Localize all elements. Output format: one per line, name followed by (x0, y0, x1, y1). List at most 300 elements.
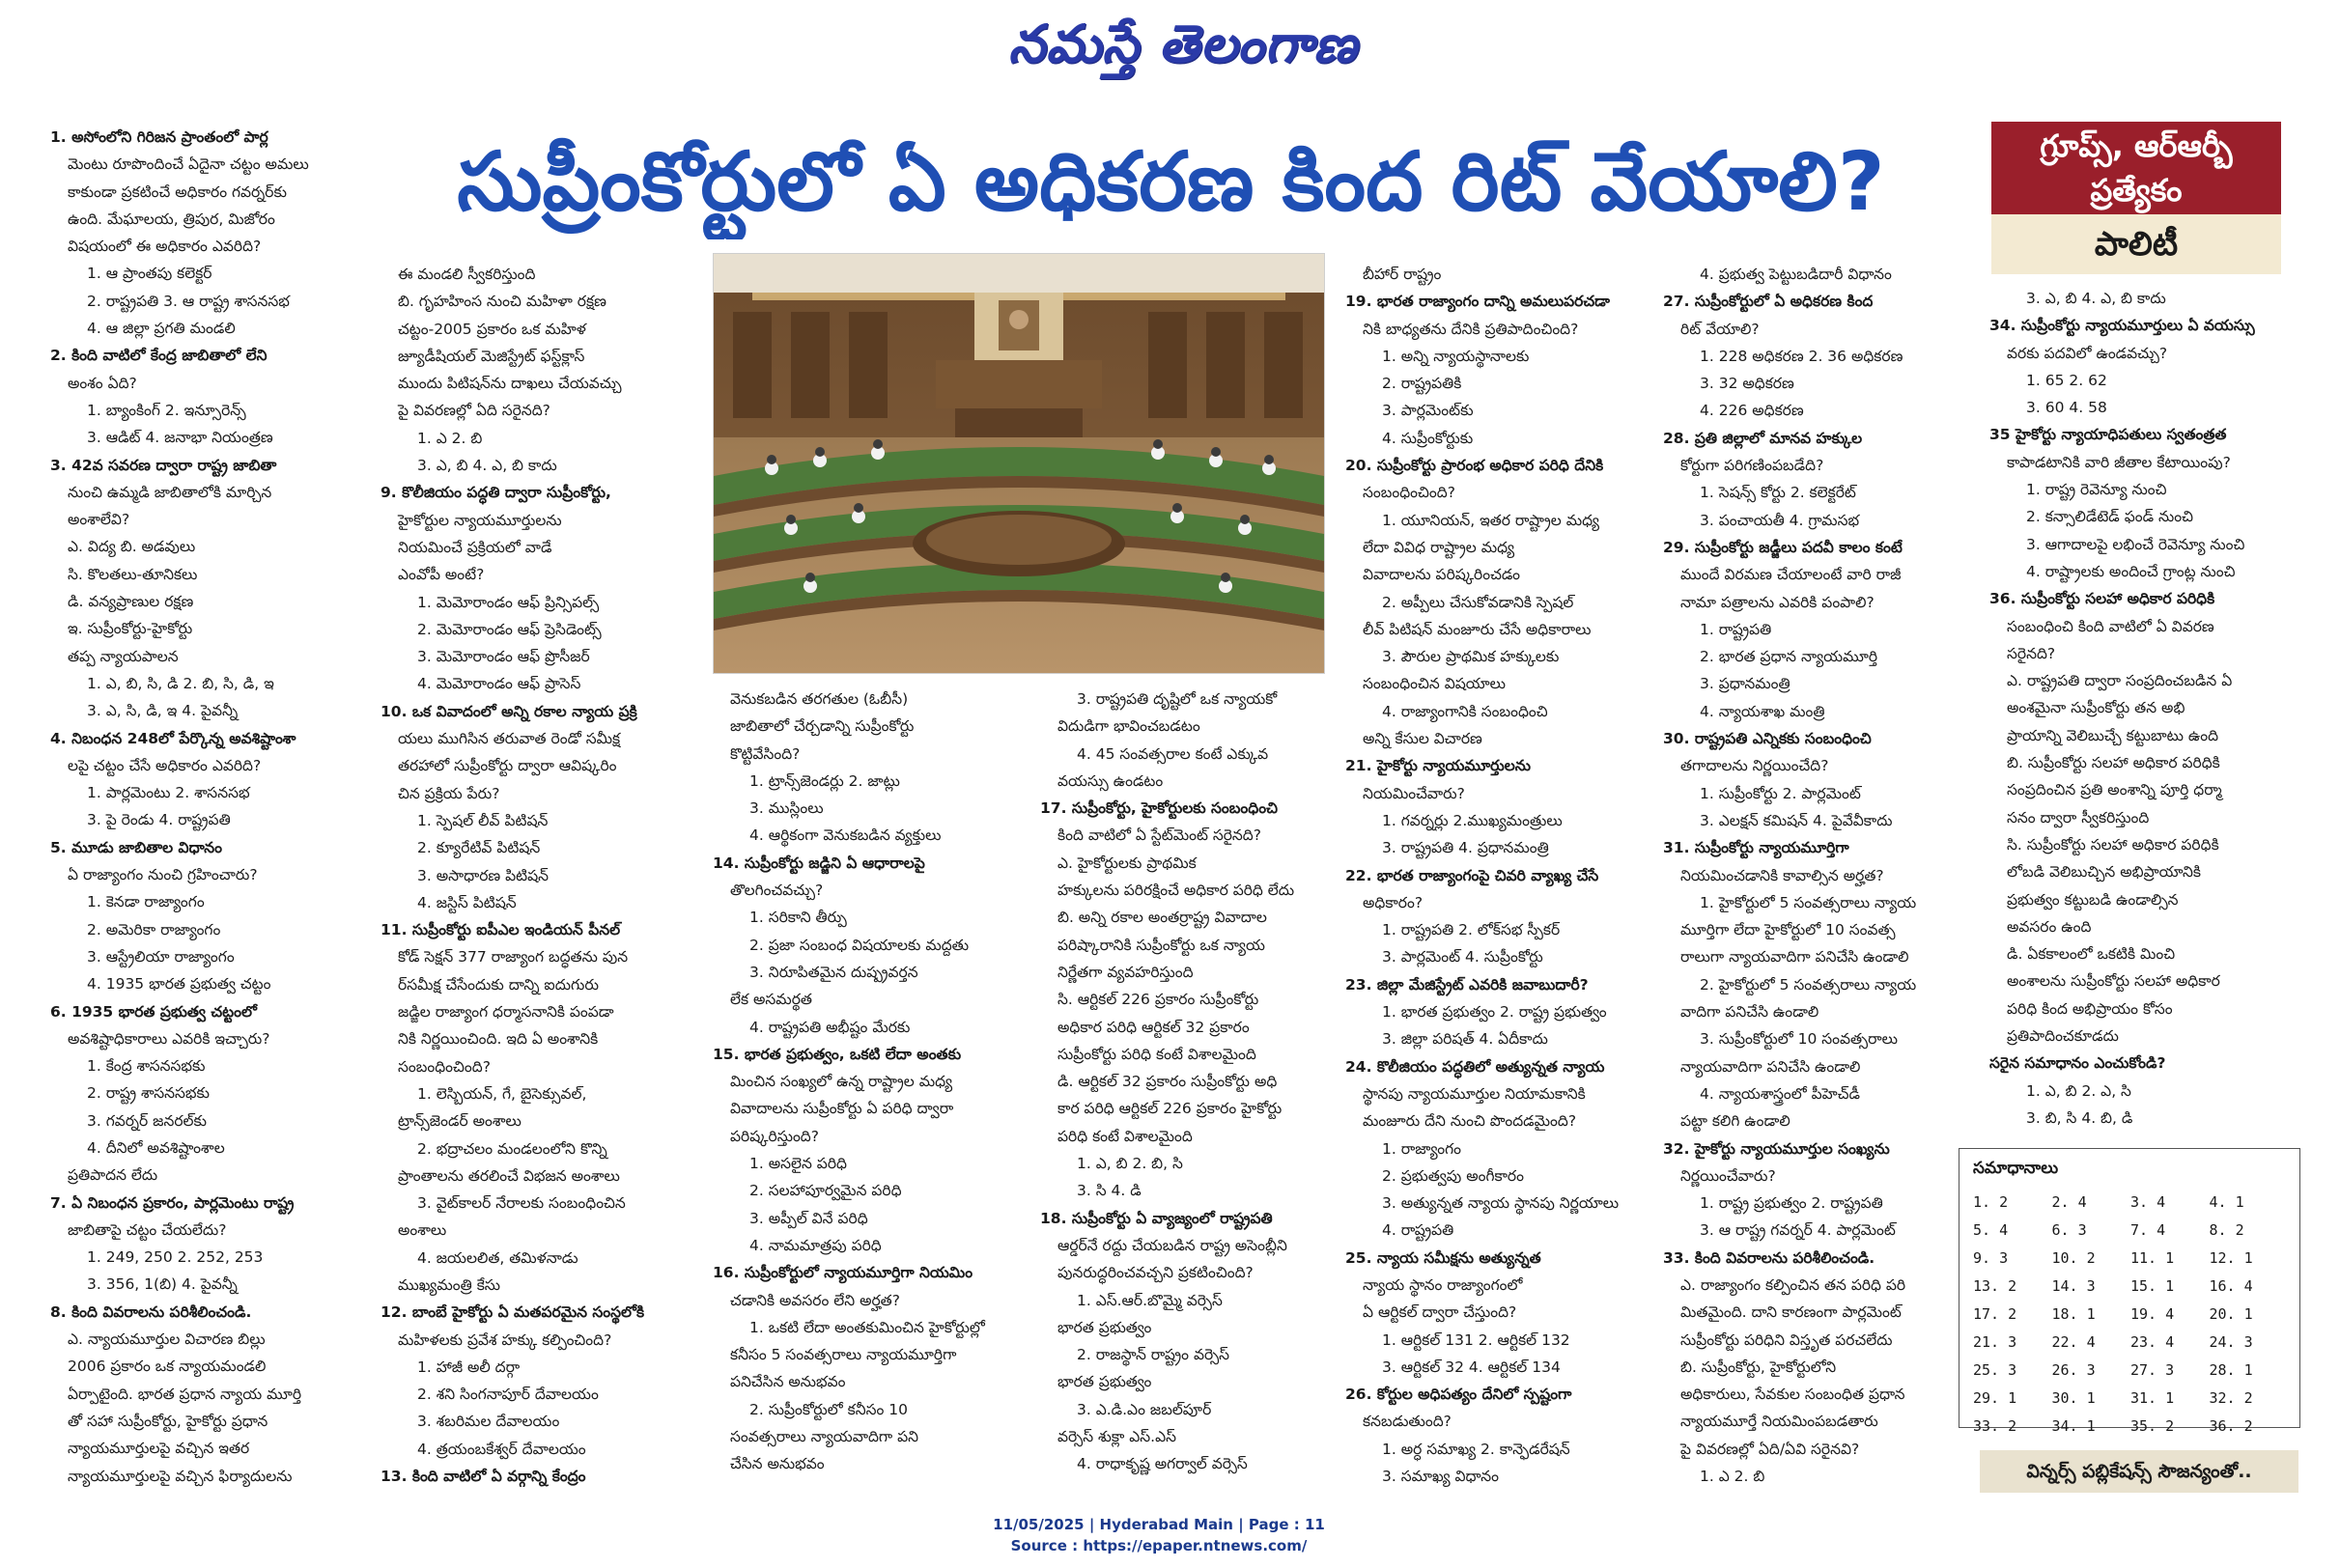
answer-item: 12. 1 (2209, 1249, 2253, 1267)
question-line: ట్రాన్స్‌జెండర్ అంశాలు (398, 1112, 522, 1131)
question-line: ముందు పిటిషన్‌ను దాఖలు చేయవచ్చు (398, 375, 622, 393)
question-line: విదుడిగా భావించబడటం (1057, 717, 1200, 736)
question-line: 4. రాష్ట్రపతి అభీష్టం మేరకు (749, 1018, 911, 1036)
question-line: చిన ప్రక్రియ పేరు? (398, 784, 500, 802)
question-line: 2. హైకోర్టులో 5 సంవత్సరాలు న్యాయ (1700, 975, 1917, 994)
answer-item: 16. 4 (2209, 1277, 2253, 1295)
question-line: 1. యూనియన్, ఇతర రాష్ట్రాల మధ్య (1382, 511, 1600, 529)
question-line: లపై చట్టం చేసే అధికారం ఎవరిది? (68, 756, 262, 774)
question-line: 3. ఎ, బి 4. ఎ, బి కాదు (2026, 290, 2166, 307)
question-line: తో సహా సుప్రీంకోర్టు, హైకోర్టు ప్రధాన (68, 1412, 268, 1430)
question-text: 30. రాష్ట్రపతి ఎన్నికకు సంబంధించి (1663, 730, 1872, 748)
question-line: ఎ. న్యాయమూర్తుల విచారణ బిల్లు (68, 1330, 266, 1349)
question-line: నియమించే ప్రక్రియలో వాడే (398, 538, 552, 556)
question-text: 21. హైకోర్టు న్యాయమూర్తులను (1345, 757, 1531, 775)
question-line: అధికార పరిధి ఆర్టికల్ 32 ప్రకారం (1057, 1018, 1250, 1036)
question-line: వివాదాలను పరిష్కరించడం (1363, 566, 1520, 584)
question-line: న్యాయవాదిగా పనిచేసి ఉండాలి (1680, 1057, 1861, 1076)
question-line: 3. నిరూపితమైన దుష్ప్రవర్తన (749, 963, 918, 981)
answer-item: 27. 3 (2130, 1361, 2175, 1379)
question-text: 9. కొలీజియం పద్ధతి ద్వారా సుప్రీంకోర్టు, (381, 484, 611, 502)
question-line: ముందే విరమణ చేయాలంటే వారి రాజీ (1680, 566, 1902, 584)
question-line: జడ్జిల రాజ్యాంగ ధర్మాసనానికి పంపడా (398, 1003, 614, 1022)
question-line: 1. రాష్ట్ర రెవెన్యూ నుంచి (2026, 481, 2167, 499)
question-line: అంశాలను సుప్రీంకోర్టు సలహా అధికార (2007, 972, 2220, 991)
question-line: సుప్రీంకోర్టు పరిధిని విస్తృత పరచలేదు (1680, 1330, 1893, 1349)
question-text: 8. కింది వివరాలను పరిశీలించండి. (50, 1302, 252, 1321)
question-text: 13. కింది వాటిలో ఏ వర్గాన్ని కేంద్రం (381, 1468, 586, 1486)
question-text: 18. సుప్రీంకోర్టు ఏ వ్యాజ్యంలో రాష్ట్రపతి (1040, 1209, 1273, 1227)
question-line: సుప్రీంకోర్టు పరిధి కంటే విశాలమైంది (1057, 1045, 1256, 1063)
answer-item: 10. 2 (2051, 1249, 2096, 1267)
question-line: ఉంది. మేఘాలయ, త్రిపుర, మిజోరం (68, 210, 275, 228)
question-line: నికి బాధ్యతను దేనికి ప్రతిపాదించింది? (1363, 320, 1579, 338)
question-line: ప్రతిపాదన లేదు (68, 1166, 158, 1185)
question-line: నియమించడానికి కావాల్సిన అర్హత? (1680, 866, 1884, 884)
answer-item: 32. 2 (2209, 1389, 2253, 1407)
page-headline: సుప్రీంకోర్టులో ఏ అధికరణ కింద రిట్ వేయాలి? (457, 134, 1885, 229)
answer-item: 33. 2 (1973, 1417, 2017, 1435)
question-line: మూర్తిగా లేదా హైకోర్టులో 10 సంవత్స (1680, 921, 1896, 939)
special-banner (1991, 122, 2281, 214)
question-line: అధికారం? (1363, 893, 1424, 911)
question-line: వరకు పదవిలో ఉండవచ్చు? (2007, 344, 2168, 362)
answer-item: 19. 4 (2130, 1305, 2175, 1323)
question-line: ఆర్డర్‌నే రద్దు చేయబడిన రాష్ట్ర అసెంబ్లీని (1057, 1236, 1287, 1254)
question-line: అంశం ఏది? (68, 374, 137, 392)
question-line: 3. ముస్లింలు (749, 799, 824, 818)
question-line: 1. రాష్ట్రపతి (1700, 620, 1772, 638)
question-line: 3. ఎలక్షన్ కమిషన్ 4. పైవేవీకాదు (1700, 811, 1893, 829)
question-line: భారత ప్రభుత్వం (1057, 1318, 1152, 1336)
question-line: 2. ప్రజా సంబంధ విషయాలకు మద్దతు (749, 936, 970, 954)
question-line: సంబంధించింది? (1363, 484, 1455, 502)
question-line: విషయంలో ఈ అధికారం ఎవరిది? (68, 238, 262, 256)
answer-item: 35. 2 (2130, 1417, 2175, 1435)
question-line: 3. పార్లమెంట్ 4. సుప్రీంకోర్టు (1382, 948, 1543, 966)
question-line: న్యాయమూర్తులపై వచ్చిన ఇతర (68, 1440, 250, 1458)
question-line: 2. రాష్ట్రపతి 3. ఆ రాష్ట్ర శాసనసభ (87, 292, 290, 310)
question-line: చేసిన అనుభవం (730, 1455, 825, 1473)
answer-item: 5. 4 (1973, 1221, 2009, 1239)
question-line: పనిచేసిన అనుభవం (730, 1373, 846, 1391)
question-line: అంశాలు (398, 1221, 447, 1240)
question-line: ప్రతిపాదించకూడదు (2007, 1027, 2119, 1046)
question-line: కార పరిధి ఆర్టికల్ 226 ప్రకారం హైకోర్టు (1057, 1100, 1283, 1118)
question-text: 29. సుప్రీంకోర్టు జడ్జీలు పదవీ కాలం కంటే (1663, 538, 1903, 556)
question-line: కనీసం 5 సంవత్సరాలు న్యాయమూర్తిగా (730, 1346, 957, 1364)
question-line: 3. వైట్‌కాలర్ నేరాలకు సంబంధించిన (417, 1194, 626, 1213)
question-line: 1. 249, 250 2. 252, 253 (87, 1248, 264, 1267)
question-text: 19. భారత రాజ్యాంగం దాన్ని అమలుపరచడా (1345, 293, 1610, 311)
question-line: 4. 45 సంవత్సరాల కంటే ఎక్కువ (1077, 744, 1269, 763)
question-line: పట్టా కలిగి ఉండాలి (1680, 1112, 1790, 1131)
question-line: 1. గవర్నర్లు 2.ముఖ్యమంత్రులు (1382, 811, 1563, 829)
question-line: హక్కులను పరిరక్షించే అధికార పరిధి లేదు (1057, 882, 1295, 900)
question-line: 3. అప్పీల్ వినే పరిధి (749, 1209, 868, 1227)
question-line: 4. న్యాయశాఖ మంత్రి (1700, 702, 1825, 720)
question-text: 26. కోర్టుల అధిపత్యం దేనిలో స్పష్టంగా (1345, 1386, 1572, 1404)
question-line: ఎంవోపీ అంటే? (398, 566, 485, 584)
question-line: కనబడుతుంది? (1363, 1413, 1452, 1431)
question-line: 1. హాజీ అలీ దర్గా (417, 1358, 521, 1376)
question-line: నియమించేవారు? (1363, 784, 1465, 802)
question-text: 4. నిబంధన 248లో పేర్కొన్న అవశిష్టాంశా (50, 729, 296, 747)
question-line: 1. ఎస్.ఆర్.బొమ్మై వర్సెస్ (1077, 1291, 1223, 1309)
question-line: 1. పార్లమెంటు 2. శాసనసభ (87, 784, 250, 802)
question-line: 2. అప్పీలు చేసుకోవడానికి స్పెషల్ (1382, 593, 1574, 611)
answer-item: 36. 2 (2209, 1417, 2253, 1435)
question-line: ముఖ్యమంత్రి కేసు (398, 1275, 501, 1294)
answer-key-grid (1973, 1193, 2288, 1445)
question-text: 23. జిల్లా మేజిస్ట్రేట్ ఎవరికి జవాబుదారీ? (1345, 975, 1589, 994)
question-text: 3. 42వ సవరణ ద్వారా రాష్ట్ర జాబితా (50, 456, 277, 474)
question-line: చట్టం-2005 ప్రకారం ఒక మహిళ (398, 320, 586, 338)
question-line: 1. మెమోరాండం ఆఫ్ ప్రిన్సిపల్స్ (417, 593, 600, 611)
question-line: పరిధి కింద అభిప్రాయం కోసం (2007, 999, 2173, 1018)
question-line: 1. రాష్ట్రపతి 2. లోక్‌సభ స్పీకర్ (1382, 921, 1561, 939)
question-line: అంశమైనా సుప్రీంకోర్టు తన అభి (2007, 699, 2185, 717)
question-line: ప్రాంతాలను తరలించే విభజన అంశాలు (398, 1166, 620, 1185)
page-footer (869, 1514, 1449, 1556)
answer-item: 24. 3 (2209, 1333, 2253, 1351)
question-line: 3. 60 4. 58 (2026, 399, 2107, 417)
question-line: రిట్ వేయాలి? (1680, 320, 1760, 338)
question-line: 4. ఆర్థికంగా వెనుకబడిన వ్యక్తులు (749, 826, 942, 845)
question-line: 1. ఎ 2. బి (1700, 1468, 1765, 1486)
question-text: 22. భారత రాజ్యాంగంపై చివరి వ్యాఖ్య చేసే (1345, 866, 1599, 884)
question-text: 16. సుప్రీంకోర్టులో న్యాయమూర్తిగా నియమిం (713, 1264, 973, 1282)
question-line: తప్ప న్యాయపాలన (68, 647, 179, 665)
question-line: కింది వాటిలో ఏ స్టేట్‌మెంట్ సరైనది? (1057, 826, 1261, 845)
question-line: లీవ్ పిటిషన్ మంజూరు చేసే అధికారాలు (1363, 620, 1592, 638)
question-line: న్యాయమూర్తులపై వచ్చిన ఫిర్యాదులను (68, 1467, 293, 1485)
question-line: మెంటు రూపొందించే ఏదైనా చట్టం అమలు (68, 155, 309, 174)
question-line: వాదిగా పనిచేసి ఉండాలి (1680, 1003, 1819, 1022)
question-column-1 (50, 124, 359, 1487)
answer-item: 28. 1 (2209, 1361, 2253, 1379)
question-line: 2. శని సింగనాపూర్ దేవాలయం (417, 1386, 599, 1404)
question-text: 20. సుప్రీంకోర్టు ప్రారంభ అధికార పరిధి దేనికి (1345, 457, 1604, 475)
answer-item: 22. 4 (2051, 1333, 2096, 1351)
question-line: మితమైంది. దాని కారణంగా పార్లమెంట్ (1680, 1303, 1902, 1322)
answer-item: 15. 1 (2130, 1277, 2175, 1295)
question-line: 2. సుప్రీంకోర్టులో కనీసం 10 (749, 1400, 908, 1418)
answer-item: 13. 2 (1973, 1277, 2017, 1295)
answer-item: 31. 1 (2130, 1389, 2175, 1407)
question-line: మంజూరు దేని నుంచి పొందడమైంది? (1363, 1112, 1577, 1131)
question-line: 3. ఆడిట్ 4. జనాభా నియంత్రణ (87, 429, 273, 447)
answer-item: 8. 2 (2209, 1221, 2244, 1239)
question-text: 12. బాంబే హైకోర్టు ఏ మతపరమైన సంస్థలోకి (381, 1303, 645, 1322)
answer-item: 30. 1 (2051, 1389, 2096, 1407)
edition-info: 11/05/2025 | Hyderabad Main | Page : 11 (993, 1516, 1325, 1533)
question-line: 2. రాష్ట్రపతికి (1382, 375, 1462, 393)
question-line: రాలుగా న్యాయవాదిగా పనిచేసి ఉండాలి (1680, 948, 1909, 966)
question-line: 4. ఆ జిల్లా ప్రగతి మండలి (87, 320, 236, 338)
question-line: 3. 32 అధికరణ (1700, 375, 1794, 393)
question-line: 4. నామమాత్రపు పరిధి (749, 1236, 882, 1254)
question-line: సంబంధించింది? (398, 1057, 491, 1076)
question-line: జాబితాలో చేర్చడాన్ని సుప్రీంకోర్టు (730, 717, 915, 736)
question-text: 1. అసోంలోని గిరిజన ప్రాంతంలో పార్ల (50, 128, 268, 146)
question-line: 2. క్యూరేటివ్ పిటిషన్ (417, 839, 541, 857)
question-line: 1. సరికాని తీర్పు (749, 909, 847, 927)
question-line: 1. ఎ 2. బి (417, 429, 483, 447)
question-text: 27. సుప్రీంకోర్టులో ఏ అధికరణ కింద (1663, 293, 1874, 311)
question-line: 4. రాష్ట్రాలకు అందించే గ్రాంట్ల నుంచి (2026, 562, 2236, 580)
question-line: 3. బి, సి 4. బి, డి (2026, 1108, 2133, 1127)
question-line: న్యాయమూర్తే నియమింపబడతారు (1680, 1413, 1878, 1431)
question-line: సంప్రదించిన ప్రతి అంశాన్ని పూర్తి ధర్మా (2007, 781, 2222, 799)
question-column-2 (381, 261, 699, 1487)
question-line: 2. అమెరికా రాజ్యాంగం (87, 920, 221, 938)
question-line: కోడ్ సెక్షన్ 377 రాజ్యాంగ బద్ధతను పున (398, 948, 629, 966)
answer-item: 34. 1 (2051, 1417, 2096, 1435)
answer-item: 4. 1 (2209, 1193, 2244, 1211)
question-line: సరైనది? (2007, 644, 2056, 662)
question-line: హైకోర్టుల న్యాయమూర్తులను (398, 511, 562, 529)
question-line: 2. రాజస్థాన్ రాష్ట్రం వర్సెస్ (1077, 1346, 1230, 1364)
question-text: 31. సుప్రీంకోర్టు న్యాయమూర్తిగా (1663, 839, 1849, 857)
question-line: వెనుకబడిన తరగతుల (ఓబీసీ) (730, 690, 909, 708)
question-line: కోర్టుగా పరిగణింపబడేది? (1680, 457, 1824, 475)
question-line: వర్సెస్ శుక్లా ఎస్.ఎస్ (1057, 1428, 1176, 1446)
question-line: 1. అర్ధ సమాఖ్య 2. కాన్ఫెడరేషన్ (1382, 1440, 1570, 1458)
question-column-7 (1989, 285, 2300, 1134)
question-text: 11. సుప్రీంకోర్టు ఐపీఎల ఇండియన్ పీనల్ (381, 921, 621, 939)
question-line: 1. సెషన్స్ కోర్టు 2. కలెక్టరేట్ (1700, 484, 1856, 502)
question-line: న్యాయ స్థానం రాజ్యాంగంలో (1363, 1275, 1523, 1294)
question-line: 4. 1935 భారత ప్రభుత్వ చట్టం (87, 975, 271, 994)
question-line: సి. ఆర్టికల్ 226 ప్రకారం సుప్రీంకోర్టు (1057, 991, 1259, 1009)
question-line: 3. సి 4. డి (1077, 1182, 1142, 1200)
answer-item: 14. 3 (2051, 1277, 2096, 1295)
question-line: యలు ముగిసిన తరువాత రెండో సమీక్ష (398, 730, 621, 748)
question-line: 2. రాష్ట్ర శాసనసభకు (87, 1084, 210, 1103)
question-line: నుంచి ఉమ్మడి జాబితాలోకి మార్చిన (68, 483, 272, 501)
answer-item: 23. 4 (2130, 1333, 2175, 1351)
question-line: సి. సుప్రీంకోర్టు సలహా అధికార పరిధికి (2007, 835, 2219, 854)
question-text: 5. మూడు జాబితాల విధానం (50, 838, 222, 856)
answer-key-title: సమాధానాలు (1973, 1159, 2059, 1178)
question-line: 4. రాధాకృష్ణ అగర్వాల్ వర్సెస్ (1077, 1455, 1248, 1473)
question-line: 3. ప్రధానమంత్రి (1700, 675, 1790, 693)
question-text: 24. కొలీజియం పద్ధతిలో అత్యున్నత న్యాయ (1345, 1057, 1605, 1076)
question-line: పరిష్కారానికి సుప్రీంకోర్టు ఒక న్యాయ (1057, 936, 1265, 954)
answer-item: 6. 3 (2051, 1221, 2087, 1239)
question-line: ఏర్పాటైంది. భారత ప్రధాన న్యాయ మూర్తి (68, 1385, 302, 1403)
question-line: బి. అన్ని రకాల అంతర్రాష్ట్ర వివాదాల (1057, 909, 1267, 927)
question-line: 3. ఆర్టికల్ 32 4. ఆర్టికల్ 134 (1382, 1358, 1561, 1376)
question-line: 1. హైకోర్టులో 5 సంవత్సరాలు న్యాయ (1700, 893, 1917, 911)
question-line: 1. సుప్రీంకోర్టు 2. పార్లమెంట్ (1700, 784, 1861, 802)
question-line: 3. పై రెండు 4. రాష్ట్రపతి (87, 811, 231, 829)
question-line: తరహాలో సుప్రీంకోర్టు ద్వారా ఆవిష్కరిం (398, 757, 617, 775)
question-text: 25. న్యాయ సమీక్షను అత్యున్నత (1345, 1248, 1541, 1267)
question-line: 3. ఆస్ట్రేలియా రాజ్యాంగం (87, 947, 235, 966)
parliament-hall-photo (713, 253, 1325, 674)
question-line: 2. భారత ప్రధాన న్యాయమూర్తి (1700, 648, 1878, 666)
publisher-credit: విన్నర్స్ పబ్లికేషన్స్ సౌజన్యంతో.. (1980, 1450, 2298, 1493)
question-line: కాకుండా ప్రకటించే అధికారం గవర్నర్‌కు (68, 182, 287, 201)
question-line: డి. ఆర్టికల్ 32 ప్రకారం సుప్రీంకోర్టు అధి (1057, 1073, 1278, 1091)
question-line: 2. కన్సాలిడేటెడ్ ఫండ్ నుంచి (2026, 508, 2193, 526)
question-line: 4. రాజ్యాంగానికి సంబంధించి (1382, 702, 1548, 720)
question-line: బి. గృహహింస నుంచి మహిళా రక్షణ (398, 293, 606, 311)
question-line: 1. ఎ, బి 2. బి, సి (1077, 1155, 1183, 1173)
question-line: 2006 ప్రకారం ఒక న్యాయమండలి (68, 1358, 267, 1376)
question-text: 2. కింది వాటిలో కేంద్ర జాబితాలో లేని (50, 347, 268, 365)
question-line: 1. కెనడా రాజ్యాంగం (87, 893, 205, 911)
newspaper-masthead: నమస్తే తెలంగాణ (1008, 14, 1358, 74)
question-line: వివాదాలను సుప్రీంకోర్టు ఏ పరిధి ద్వారా (730, 1100, 954, 1118)
question-line: 1. అన్ని న్యాయస్థానాలకు (1382, 347, 1530, 365)
question-line: సి. కొలతలు-తూనికలు (68, 565, 198, 583)
question-line: సంబంధించి కింది వాటిలో ఏ వివరణ (2007, 617, 2214, 635)
banner-line-2: ప్రత్యేకం (2090, 172, 2183, 209)
question-line: ఇ. సుప్రీంకోర్టు-హైకోర్టు (68, 620, 193, 638)
question-text: 14. సుప్రీంకోర్టు జడ్జిని ఏ ఆధారాలపై (713, 854, 925, 872)
question-line: 1. 65 2. 62 (2026, 371, 2107, 389)
question-line: అంశాలేవి? (68, 511, 130, 529)
question-line: 1. ఆర్టికల్ 131 2. ఆర్టికల్ 132 (1382, 1330, 1570, 1349)
question-line: 3. సమాఖ్య విధానం (1382, 1468, 1499, 1486)
question-line: 3. ఎ.డి.ఎం జబల్‌పూర్ (1077, 1400, 1212, 1418)
question-line: బీహార్ రాష్ట్రం (1363, 266, 1442, 283)
question-line: 4. సుప్రీంకోర్టుకు (1382, 429, 1474, 447)
question-line: 4. న్యాయశాస్త్రంలో పీహెచ్‌డీ (1700, 1084, 1860, 1103)
question-line: 3. అత్యున్నత న్యాయ స్థానపు నిర్ణయాలు (1382, 1194, 1620, 1213)
question-line: 1. లెస్బియన్, గే, బైసెక్సువల్, (417, 1084, 587, 1103)
subject-label: పాలిటీ (1991, 214, 2281, 274)
question-line: 1. అసలైన పరిధి (749, 1155, 847, 1173)
question-text: 6. 1935 భారత ప్రభుత్వ చట్టంలో (50, 1002, 257, 1021)
question-line: సనం ద్వారా స్వీకరిస్తుంది (2007, 808, 2150, 826)
question-line: ఎ. రాష్ట్రపతి ద్వారా సంప్రదించబడిన ఏ (2007, 672, 2233, 690)
question-line: 3. సుప్రీంకోర్టులో 10 సంవత్సరాలు (1700, 1030, 1898, 1049)
question-line: 2. సలహాపూర్వమైన పరిధి (749, 1182, 902, 1200)
question-line: 3. పార్లమెంట్‌కు (1382, 402, 1474, 420)
question-line: అవసరం ఉంది (2007, 917, 2092, 936)
question-column-6 (1663, 261, 1972, 1487)
question-line: 4. దీనిలో అవశిష్టాంశాల (87, 1138, 225, 1157)
question-line: 4. 226 అధికరణ (1700, 402, 1804, 420)
question-line: 1. ఎ, బి, సి, డి 2. బి, సి, డి, ఇ (87, 674, 274, 692)
question-line: 3. పంచాయతీ 4. గ్రామసభ (1700, 511, 1860, 529)
answer-item: 20. 1 (2209, 1305, 2253, 1323)
question-line: 3. రాష్ట్రపతి దృష్టిలో ఒక న్యాయకో (1077, 690, 1278, 708)
question-text: 17. సుప్రీంకోర్టు, హైకోర్టులకు సంబంధించి (1040, 799, 1278, 818)
answer-item: 3. 4 (2130, 1193, 2166, 1211)
question-line: 3. ఆ రాష్ట్ర గవర్నర్ 4. పార్లమెంట్ (1700, 1221, 1896, 1240)
question-line: స్థానపు న్యాయమూర్తుల నియామకానికి (1363, 1084, 1586, 1103)
question-text: 7. ఏ నిబంధన ప్రకారం, పార్లమెంటు రాష్ట్ర (50, 1193, 295, 1212)
answer-key-box (1959, 1148, 2300, 1435)
question-line: ఏ రాజ్యాంగం నుంచి గ్రహించారు? (68, 866, 258, 884)
question-line: ఏ ఆర్టికల్ ద్వారా చేస్తుంది? (1363, 1303, 1517, 1322)
question-line: 2. భద్రాచలం మండలంలోని కొన్ని (417, 1139, 607, 1158)
answer-item: 2. 4 (2051, 1193, 2087, 1211)
question-line: మహిళలకు ప్రవేశ హక్కు కల్పించింది? (398, 1330, 612, 1349)
question-line: సంవత్సరాలు న్యాయవాదిగా పని (730, 1428, 919, 1446)
question-line: 3. శబరిమల దేవాలయం (417, 1413, 560, 1431)
question-line: 4. జస్టిస్ పిటిషన్ (417, 893, 517, 911)
question-line: పరిష్కరిస్తుంది? (730, 1127, 819, 1145)
question-line: 3. అసాధారణ పిటిషన్ (417, 866, 550, 884)
answer-item: 7. 4 (2130, 1221, 2166, 1239)
question-text: 35 హైకోర్టు న్యాయాధిపతులు స్వతంత్రత (1989, 426, 2227, 444)
question-text: సరైన సమాధానం ఎంచుకోండి? (1989, 1054, 2166, 1073)
question-text: 34. సుప్రీంకోర్టు న్యాయమూర్తులు ఏ వయస్సు (1989, 317, 2255, 335)
question-line: నిర్ణేతగా వ్యవహరిస్తుంది (1057, 963, 1194, 981)
question-line: ఎ. హైకోర్టులకు ప్రాథమిక (1057, 854, 1197, 872)
question-line: తగాదాలను నిర్ణయించేది? (1680, 757, 1829, 775)
question-line: పునరుద్ధరించవచ్చని ప్రకటించింది? (1057, 1264, 1254, 1282)
answer-item: 9. 3 (1973, 1249, 2009, 1267)
question-line: 3. 356, 1(బి) 4. పైవన్నీ (87, 1275, 238, 1294)
banner-line-1: గ్రూప్స్, ఆర్ఆర్బీ (2040, 127, 2233, 164)
question-line: 1. స్పెషల్ లీవ్ పిటిషన్ (417, 811, 549, 829)
question-line: 1. 228 అధికరణ 2. 36 అధికరణ (1700, 347, 1903, 365)
question-line: 4. మెమోరాండం ఆఫ్ ప్రాసెస్ (417, 675, 581, 693)
question-text: 36. సుప్రీంకోర్టు సలహా అధికార పరిధికి (1989, 590, 2215, 608)
question-line: 1. ఒకటి లేదా అంతకుమించిన హైకోర్టుల్లో (749, 1318, 985, 1336)
question-line: 1. కేంద్ర శాసనసభకు (87, 1057, 206, 1076)
question-line: ఎ. విద్య బి. అడవులు (68, 538, 196, 556)
question-line: 1. ఎ, బి 2. ఎ, సి (2026, 1081, 2131, 1100)
question-text: 10. ఒక వివాదంలో అన్ని రకాల న్యాయ ప్రక్రి (381, 702, 637, 720)
question-line: 2. ప్రభుత్వపు అంగీకారం (1382, 1166, 1524, 1185)
question-text: 33. కింది వివరాలను పరిశీలించండి. (1663, 1248, 1875, 1267)
question-line: 4. జయలలిత, తమిళనాడు (417, 1248, 578, 1267)
question-line: 3. పౌరుల ప్రాథమిక హక్కులకు (1382, 648, 1560, 666)
question-line: సంబంధించిన విషయాలు (1363, 675, 1507, 693)
answer-item: 29. 1 (1973, 1389, 2017, 1407)
question-line: చడానికి అవసరం లేని అర్హత? (730, 1291, 900, 1309)
question-text: 32. హైకోర్టు న్యాయమూర్తుల సంఖ్యను (1663, 1139, 1890, 1158)
question-line: భారత ప్రభుత్వం (1057, 1373, 1152, 1391)
question-line: మించిన సంఖ్యలో ఉన్న రాష్ట్రాల మధ్య (730, 1073, 953, 1091)
question-line: పై వివరణల్లో ఏది సరైనది? (398, 402, 550, 420)
question-line: అన్ని కేసుల విచారణ (1363, 730, 1482, 748)
answer-item: 25. 3 (1973, 1361, 2017, 1379)
question-line: 1. రాష్ట్ర ప్రభుత్వం 2. రాష్ట్రపతి (1700, 1194, 1883, 1213)
question-line: 3. మెమోరాండం ఆఫ్ ప్రొసీజర్ (417, 648, 590, 666)
question-line: 3. ఎ, బి 4. ఎ, బి కాదు (417, 457, 557, 475)
question-line: 4. రాష్ట్రపతి (1382, 1221, 1454, 1240)
source-url[interactable]: Source : https://epaper.ntnews.com/ (1010, 1537, 1308, 1554)
question-line: 3. జిల్లా పరిషత్ 4. ఏదీకాదు (1382, 1030, 1548, 1049)
question-line: అధికారులు, సేవకుల సంబంధిత ప్రధాన (1680, 1386, 1905, 1404)
question-line: డి. వన్యప్రాణుల రక్షణ (68, 593, 194, 611)
question-line: అవశిష్టాధికారాలు ఎవరికి ఇచ్చారు? (68, 1029, 270, 1048)
question-line: జ్యూడీషియల్ మెజిస్ట్రేట్ ఫస్ట్‌క్లాస్ (398, 347, 585, 365)
question-line: ఎ. రాజ్యాంగం కల్పించిన తన పరిధి పరి (1680, 1275, 1906, 1294)
question-line: 1. భారత ప్రభుత్వం 2. రాష్ట్ర ప్రభుత్వం (1382, 1003, 1607, 1022)
question-line: తొలగించవచ్చు? (730, 882, 824, 900)
answer-item: 17. 2 (1973, 1305, 2017, 1323)
question-line: ఈ మండలి స్వీకరిస్తుంది (398, 266, 536, 283)
question-line: నిర్ణయించేవారు? (1680, 1166, 1776, 1185)
question-line: వయస్సు ఉండటం (1057, 771, 1164, 790)
question-line: కొట్టివేసింది? (730, 744, 801, 763)
question-line: 1. బ్యాంకింగ్ 2. ఇన్సూరెన్స్ (87, 401, 246, 419)
question-line: లేక అసమర్థత (730, 991, 812, 1009)
question-line: ర్‌సమీక్ష చేసేందుకు దాన్ని ఐదుగురు (398, 975, 599, 994)
question-line: నామా పత్రాలను ఎవరికి పంపాలి? (1680, 593, 1875, 611)
question-line: 4. ప్రభుత్వ పెట్టుబడిదారీ విధానం (1700, 266, 1892, 283)
